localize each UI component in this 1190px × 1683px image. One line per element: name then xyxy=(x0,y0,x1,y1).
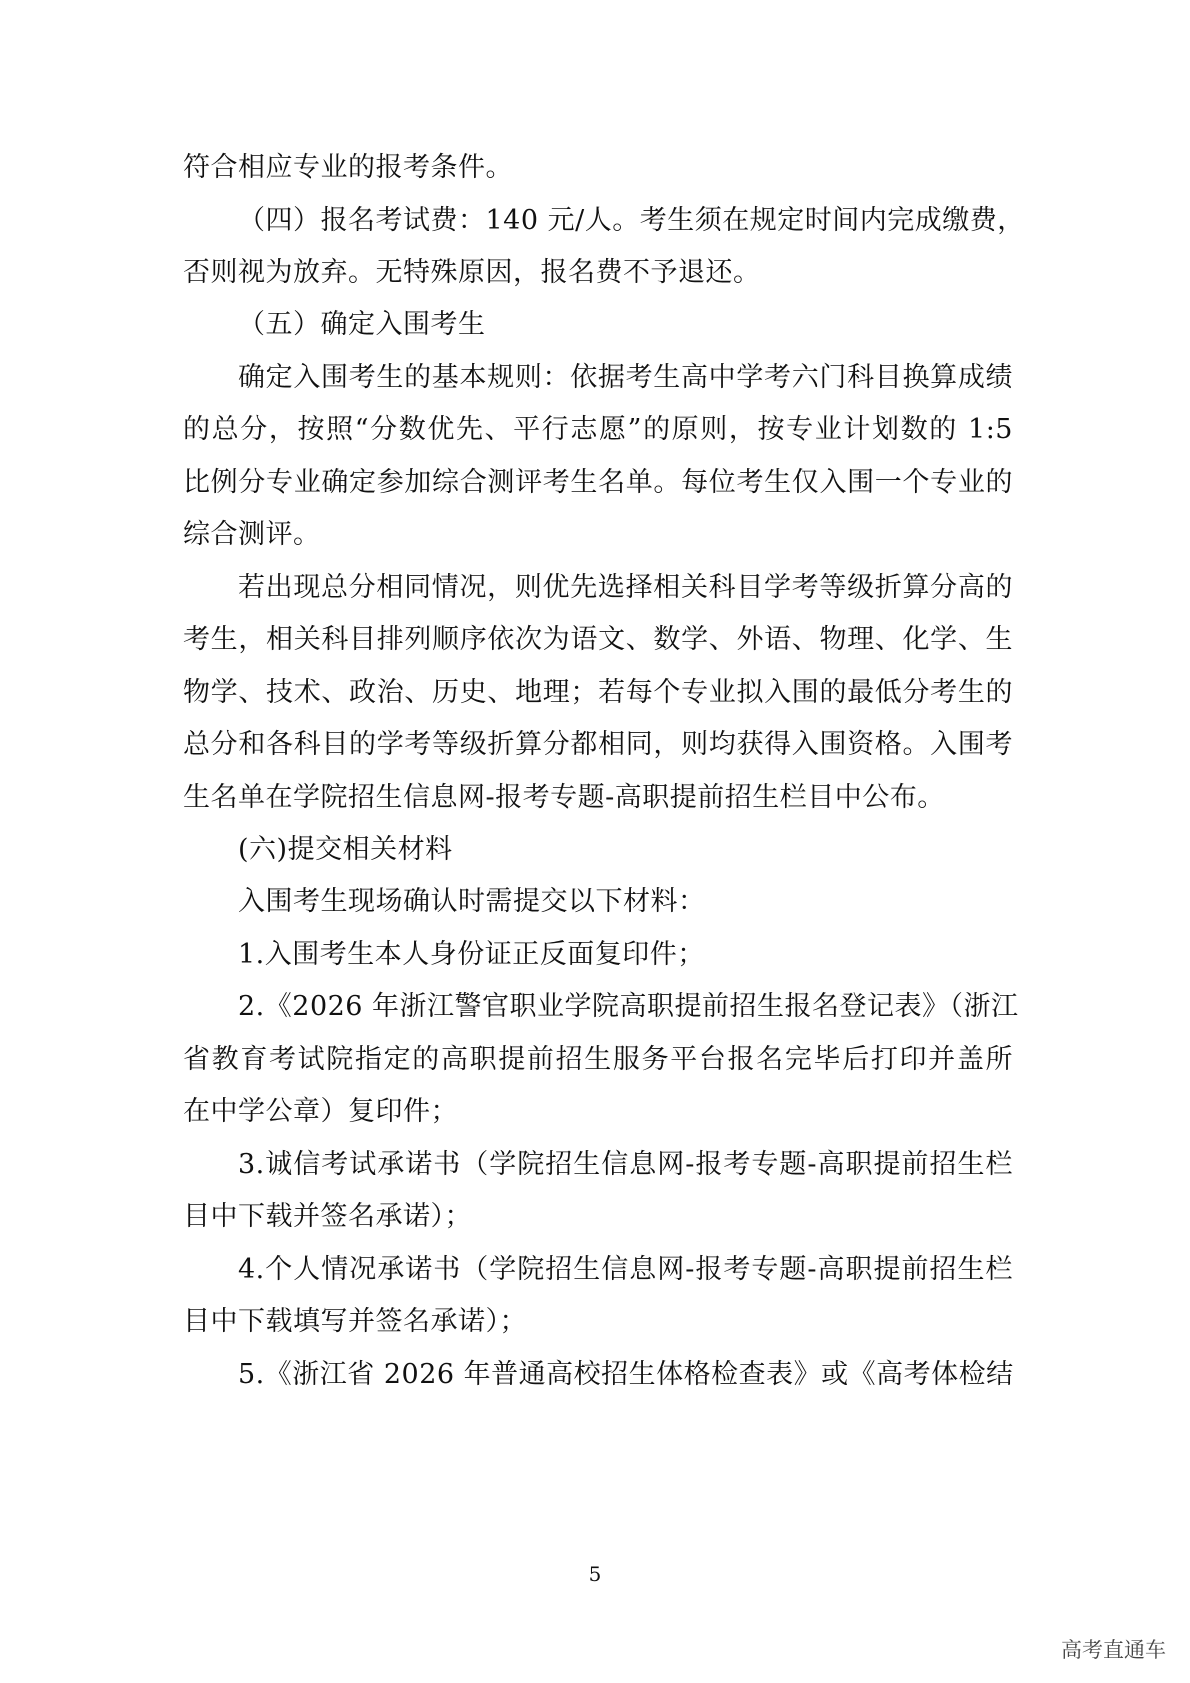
text-line: 比例分专业确定参加综合测评考生名单。每位考生仅入围一个专业的 xyxy=(183,467,1013,498)
text-line: 考生，相关科目排列顺序依次为语文、数学、外语、物理、化学、生 xyxy=(183,624,1013,655)
text-line: 确定入围考生的基本规则：依据考生高中学考六门科目换算成绩 xyxy=(238,362,1013,393)
watermark-text: 高考直通车 xyxy=(1061,1638,1166,1662)
text-line: （四）报名考试费：140 元/人。考生须在规定时间内完成缴费， xyxy=(238,205,1025,236)
text-line: 目中下载填写并签名承诺）； xyxy=(183,1306,527,1337)
text-line: 总分和各科目的学考等级折算分都相同，则均获得入围资格。入围考 xyxy=(183,729,1013,760)
text-line: 的总分，按照“分数优先、平行志愿”的原则，按专业计划数的 1:5 xyxy=(183,414,1013,445)
list-item: 4.个人情况承诺书（学院招生信息网-报考专题-高职提前招生栏 xyxy=(238,1254,1013,1285)
text-line: 目中下载并签名承诺）； xyxy=(183,1201,472,1232)
text-line: 否则视为放弃。无特殊原因，报名费不予退还。 xyxy=(183,257,761,288)
text-line: 生名单在学院招生信息网-报考专题-高职提前招生栏目中公布。 xyxy=(183,782,945,813)
text-line: 入围考生现场确认时需提交以下材料： xyxy=(238,886,706,917)
list-item: 3.诚信考试承诺书（学院招生信息网-报考专题-高职提前招生栏 xyxy=(238,1149,1013,1180)
text-line: 物学、技术、政治、历史、地理；若每个专业拟入围的最低分考生的 xyxy=(183,677,1013,708)
list-item: 1.入围考生本人身份证正反面复印件； xyxy=(238,939,705,970)
text-line: 综合测评。 xyxy=(183,519,321,550)
text-line: 省教育考试院指定的高职提前招生服务平台报名完毕后打印并盖所 xyxy=(183,1044,1013,1075)
page-number: 5 xyxy=(588,1562,602,1586)
text-line: 符合相应专业的报考条件。 xyxy=(183,152,513,183)
section-heading: （五）确定入围考生 xyxy=(238,309,486,340)
list-item: 2.《2026 年浙江警官职业学院高职提前招生报名登记表》（浙江 xyxy=(238,991,1019,1022)
list-item: 5.《浙江省 2026 年普通高校招生体格检查表》或《高考体检结 xyxy=(238,1359,1014,1390)
section-heading: (六)提交相关材料 xyxy=(238,834,453,865)
text-line: 在中学公章）复印件； xyxy=(183,1096,458,1127)
text-line: 若出现总分相同情况，则优先选择相关科目学考等级折算分高的 xyxy=(238,572,1013,603)
